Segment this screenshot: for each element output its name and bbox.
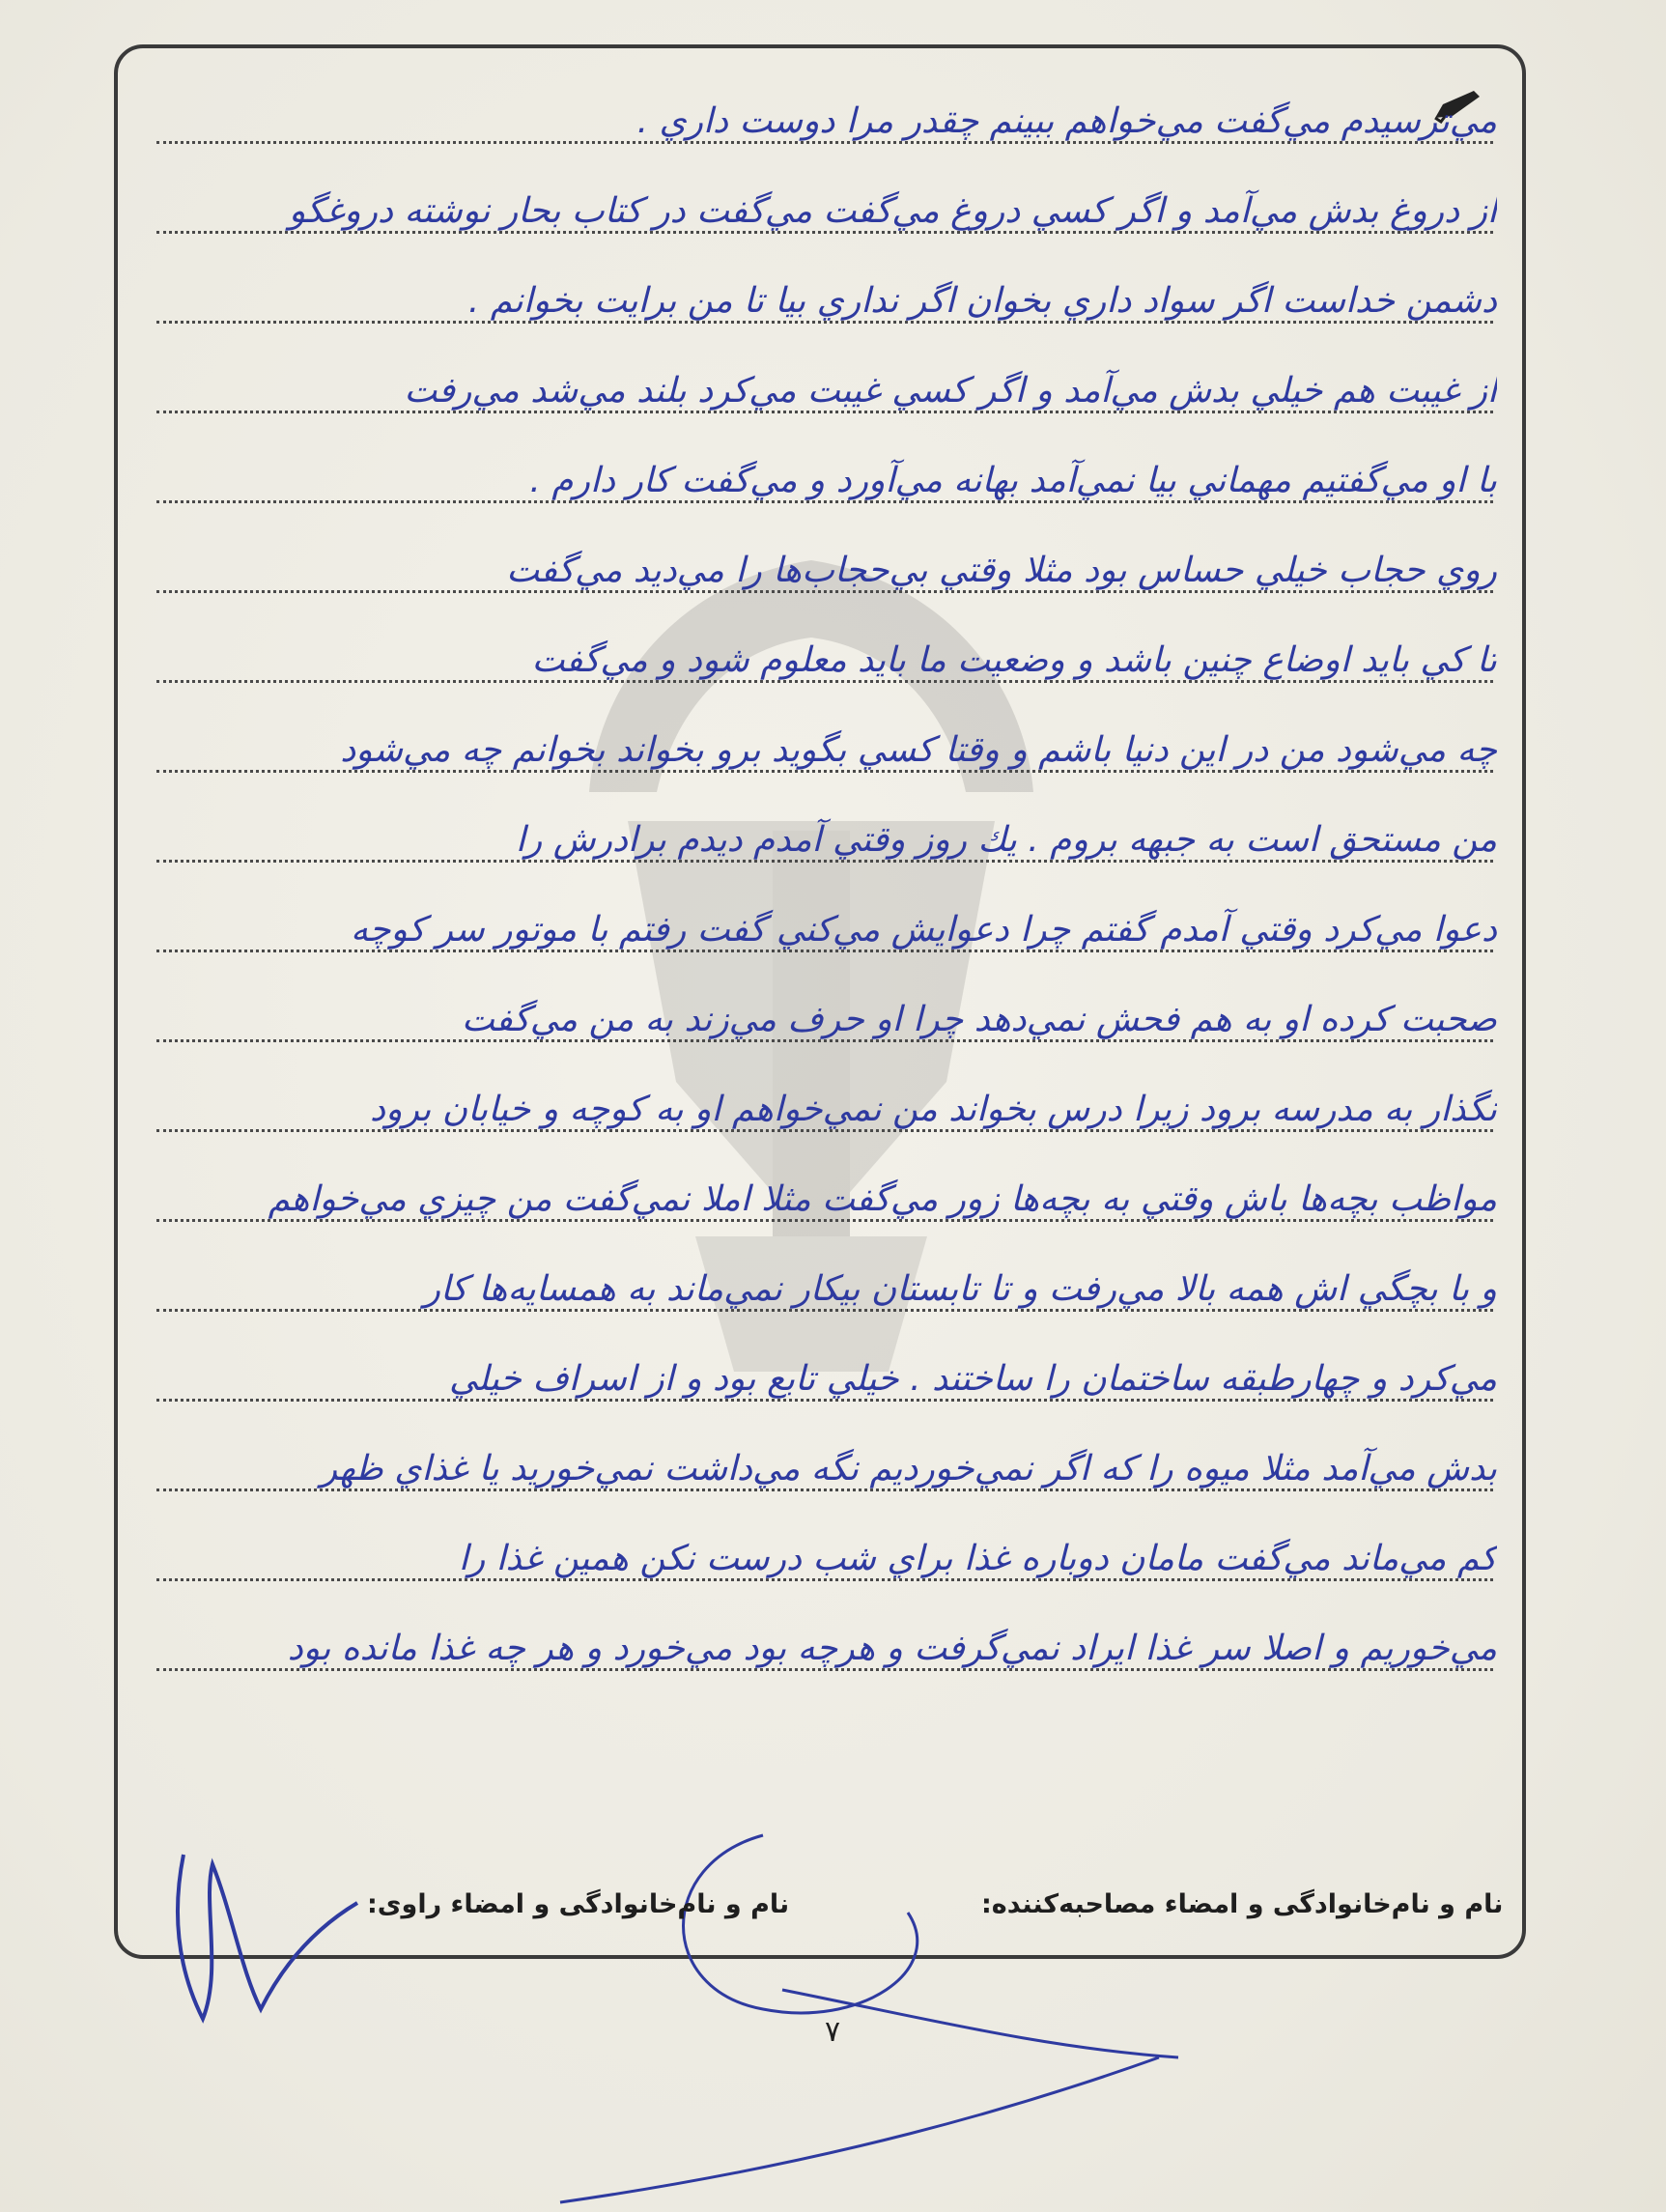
dotted-rule bbox=[156, 680, 1493, 683]
text-line: تا كي بايد اوضاع چنين باشد و وضعيت ما بايد معلوم شود و مي‌گفت bbox=[531, 640, 1497, 680]
dotted-rule bbox=[156, 321, 1493, 324]
dotted-rule bbox=[156, 231, 1493, 234]
dotted-rule bbox=[156, 1668, 1493, 1671]
text-line: و با بچگي اش همه بالا مي‌رفت و تا تابستان بيكار نمي‌ماند به همسايه‌ها كار bbox=[423, 1269, 1497, 1309]
narrator-signature bbox=[145, 1826, 377, 2038]
dotted-rule bbox=[156, 1399, 1493, 1402]
text-line: دعوا مي‌كرد وقتي آمدم گفتم چرا دعوايش مي‌كني گفت رفتم با موتور سر كوچه bbox=[350, 910, 1497, 950]
dotted-rule bbox=[156, 770, 1493, 773]
text-line: من مستحق است به جبهه بروم . يك روز وقتي آمدم ديدم برادرش را bbox=[515, 820, 1497, 860]
text-line: مواظب بچه‌ها باش وقتي به بچه‌ها زور مي‌گفت مثلا املا نمي‌گفت من چيزي مي‌خواهم bbox=[268, 1179, 1497, 1219]
text-line: صحبت كرده او به هم فحش نمي‌دهد چرا او حرف مي‌زند به من مي‌گفت bbox=[462, 1000, 1497, 1039]
dotted-rule bbox=[156, 950, 1493, 952]
dotted-rule bbox=[156, 860, 1493, 863]
text-line: روي حجاب خيلي حساس بود مثلا وقتي بي‌حجاب‌ها را مي‌ديد مي‌گفت bbox=[506, 551, 1497, 590]
text-line: از غيبت هم خيلي بدش مي‌آمد و اگر كسي غيبت مي‌كرد بلند مي‌شد مي‌رفت bbox=[404, 371, 1497, 411]
dotted-rule bbox=[156, 500, 1493, 503]
dotted-rule bbox=[156, 1578, 1493, 1581]
page-number: ۷ bbox=[824, 2015, 841, 2049]
text-line: چه مي‌شود من در اين دنيا باشم و وقتا كسي بگويد برو بخواند بخوانم چه مي‌شود bbox=[340, 730, 1497, 770]
dotted-rule bbox=[156, 1219, 1493, 1222]
dotted-rule bbox=[156, 590, 1493, 593]
text-line: از دروغ بدش مي‌آمد و اگر كسي دروغ مي‌گفت مي‌گفت در كتاب بحار نوشته دروغگو bbox=[288, 191, 1497, 231]
text-line: با او مي‌گفتيم مهماني بيا نمي‌آمد بهانه مي‌آورد و مي‌گفت كار دارم . bbox=[529, 461, 1497, 500]
dotted-rule bbox=[156, 1129, 1493, 1132]
dotted-rule bbox=[156, 141, 1493, 144]
dotted-rule bbox=[156, 1309, 1493, 1312]
text-line: مي‌ترسيدم مي‌گفت مي‌خواهم ببينم چقدر مرا دوست داري . bbox=[636, 101, 1497, 141]
text-line: مي‌كرد و چهارطبقه ساختمان را ساختند . خيلي تابع بود و از اسراف خيلي bbox=[448, 1359, 1497, 1399]
footer-narrator-label: نام و نام‌خانوادگی و امضاء راوی: bbox=[367, 1889, 790, 1919]
text-line: كم مي‌ماند مي‌گفت مامان دوباره غذا براي شب درست نكن همين غذا را bbox=[458, 1539, 1497, 1578]
text-line: دشمن خداست اگر سواد داري بخوان اگر نداري بيا تا من برايت بخوانم . bbox=[467, 281, 1497, 321]
dotted-rule bbox=[156, 411, 1493, 413]
dotted-rule bbox=[156, 1039, 1493, 1042]
text-line: نگذار به مدرسه برود زيرا درس بخواند من نمي‌خواهم او به كوچه و خيابان برود bbox=[370, 1090, 1497, 1129]
dotted-rule bbox=[156, 1489, 1493, 1491]
text-line: مي‌خوريم و اصلا سر غذا ايراد نمي‌گرفت و هرچه بود مي‌خورد و هر چه غذا مانده بود bbox=[287, 1629, 1497, 1668]
footer-interviewer-label: نام و نام‌خانوادگی و امضاء مصاحبه‌کننده: bbox=[981, 1889, 1504, 1919]
interviewer-signature bbox=[541, 1816, 1217, 2212]
text-line: بدش مي‌آمد مثلا ميوه را كه اگر نمي‌خورديم نگه مي‌داشت نمي‌خوريد يا غذاي ظهر bbox=[320, 1449, 1497, 1489]
